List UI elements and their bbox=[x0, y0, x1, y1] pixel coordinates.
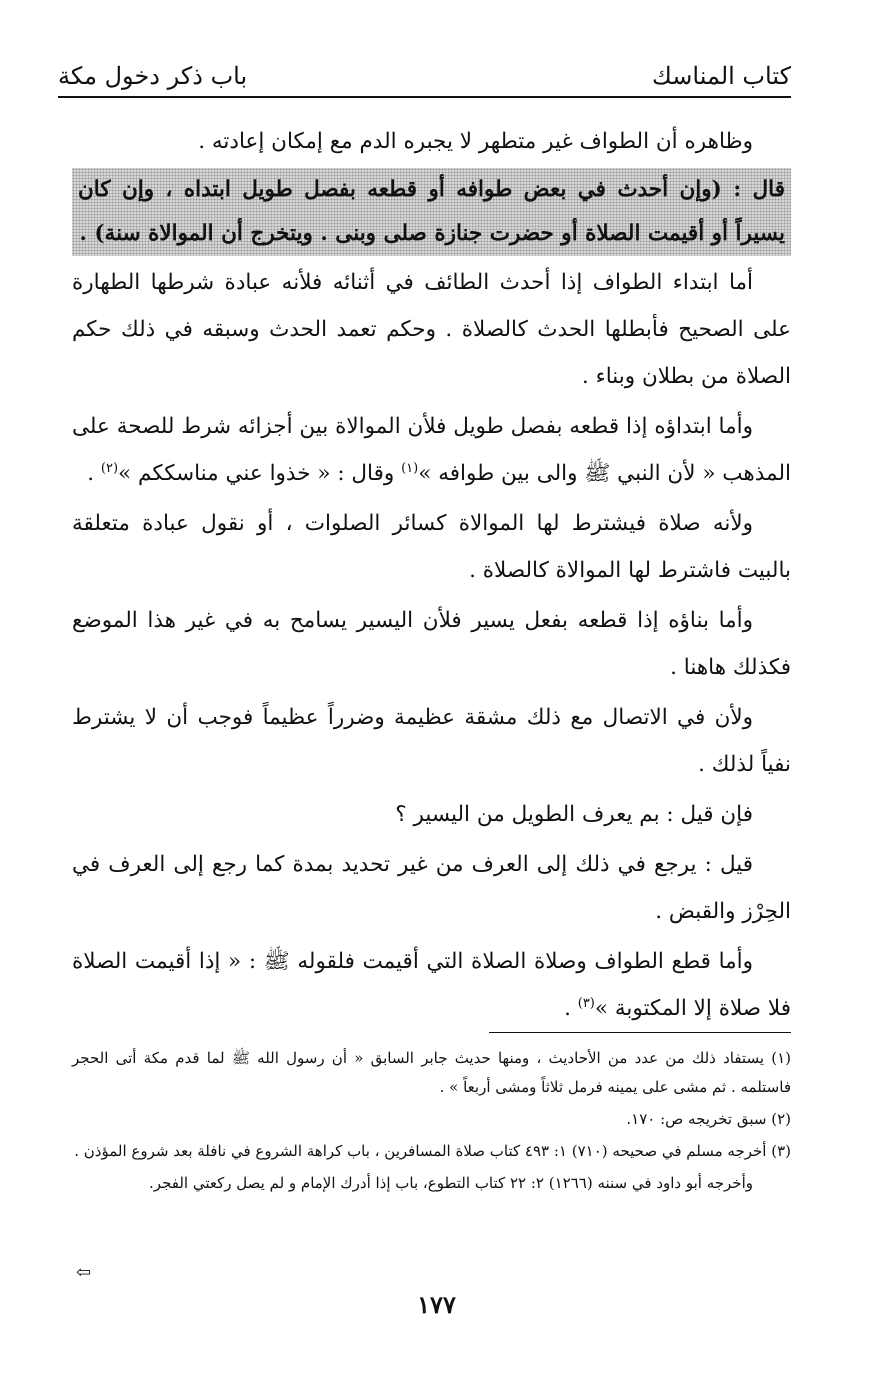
footnote-1: (١) يستفاد ذلك من عدد من الأحاديث ، ومنها حديث جابر السابق « أن رسول الله ﷺ لما قدم مكة أتى الحجر فاستلمه . ثم مشى على يمينه فرمل ثلاثاً ومشى أربعاً » . bbox=[72, 1049, 791, 1096]
paragraph-7: فإن قيل : بم يعرف الطويل من اليسير ؟ bbox=[395, 802, 753, 827]
header-book-title: كتاب المناسك bbox=[652, 62, 791, 90]
paragraph-4: ولأنه صلاة فيشترط لها الموالاة كسائر الصلوات ، أو نقول عبادة متعلقة بالبيت فاشترط لها الموالاة كالصلاة . bbox=[72, 511, 791, 583]
page-number: ١٧٧ bbox=[417, 1290, 456, 1319]
footnote-ref-3[interactable]: (٣) bbox=[577, 995, 595, 1011]
footnote-3-continued: وأخرجه أبو داود في سننه (١٢٦٦) ٢: ٢٢ كتاب التطوع، باب إذا أدرك الإمام و لم يصل ركعتي الفجر. bbox=[149, 1174, 753, 1192]
footnote-3: (٣) أخرجه مسلم في صحيحه (٧١٠) ١: ٤٩٣ كتاب صلاة المسافرين ، باب كراهة الشروع في نافلة بعد شروع المؤذن . bbox=[74, 1142, 791, 1160]
paragraph-8: قيل : يرجع في ذلك إلى العرف من غير تحديد بمدة كما رجع إلى العرف في الحِرْز والقبض . bbox=[72, 852, 791, 924]
main-text bbox=[72, 118, 791, 1035]
paragraph-1: وظاهره أن الطواف غير متطهر لا يجبره الدم مع إمكان إعادته . bbox=[198, 129, 753, 154]
footnotes bbox=[72, 1044, 791, 1201]
paragraph-2: أما ابتداء الطواف إذا أحدث الطائف في أثنائه فلأنه عبادة شرطها الطهارة على الصحيح فأبطلها الحدث كالصلاة . وحكم تعمد الحدث وسبقه في ذلك حكم الصلاة من بطلان وبناء . bbox=[72, 270, 791, 389]
paragraph-9-text-a: وأما قطع الطواف وصلاة الصلاة التي أقيمت فلقوله ﷺ : « إذا أقيمت الصلاة فلا صلاة إلا المكتوبة » bbox=[72, 949, 791, 1021]
highlighted-quote: قال : (وإن أحدث في بعض طوافه أو قطعه بفصل طويل ابتداه ، وإن كان يسيراً أو أقيمت الصلاة أو حضرت جنازة صلى وبنى . ويتخرج أن الموالاة سنة) . bbox=[72, 168, 791, 256]
paragraph-5: وأما بناؤه إذا قطعه بفعل يسير فلأن اليسير يسامح به في غير هذا الموضع فكذلك هاهنا . bbox=[72, 608, 791, 680]
running-header bbox=[58, 50, 791, 98]
paragraph-9-text-b: . bbox=[564, 996, 578, 1021]
paragraph-6: ولأن في الاتصال مع ذلك مشقة عظيمة وضرراً عظيماً فوجب أن لا يشترط نفياً لذلك . bbox=[72, 705, 791, 777]
arrow-left-icon: ⇦ bbox=[76, 1262, 92, 1283]
footnote-ref-2[interactable]: (٢) bbox=[100, 460, 119, 476]
header-chapter-title: باب ذكر دخول مكة bbox=[58, 62, 248, 90]
paragraph-3-text-c: . bbox=[87, 461, 101, 486]
paragraph-3-text-b: وقال : « خذوا عني مناسككم » bbox=[118, 461, 402, 486]
paragraph-9 bbox=[72, 938, 791, 1032]
paragraph-3 bbox=[72, 403, 791, 497]
paragraph-3-text-a: وأما ابتداؤه إذا قطعه بفصل طويل فلأن الموالاة بين أجزائه شرط للصحة على المذهب « لأن النبي ﷺ والى بين طوافه » bbox=[72, 414, 791, 486]
footnote-ref-1[interactable]: (١) bbox=[401, 460, 419, 476]
footnote-2: (٢) سبق تخريجه ص: ١٧٠. bbox=[626, 1110, 791, 1128]
footnote-divider bbox=[489, 1032, 791, 1033]
